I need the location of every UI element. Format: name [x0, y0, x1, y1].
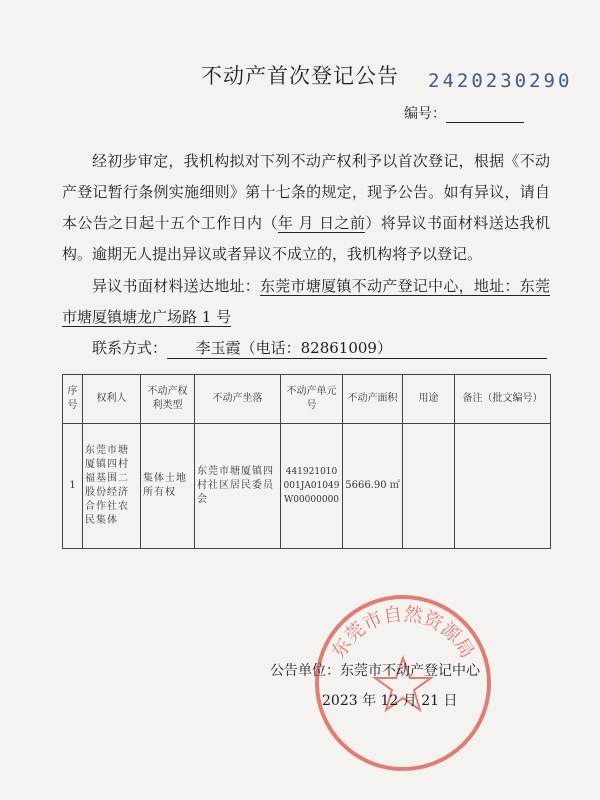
cell-holder: 东莞市塘厦镇四村福基围二股份经济合作社农民集体	[83, 424, 141, 549]
header-remark: 备注（批文编号）	[455, 375, 551, 424]
page-title: 不动产首次登记公告	[201, 64, 399, 88]
cell-unit-no: 441921010001JA01049W00000000	[281, 424, 343, 549]
issue-date: 2023 年 12 月 21 日	[322, 693, 458, 709]
header-use: 用途	[403, 375, 455, 424]
notice-paragraph	[62, 146, 550, 270]
seal-text: 东莞市自然资源局	[327, 603, 479, 663]
cell-use	[403, 424, 455, 549]
table-row	[63, 424, 551, 549]
header-location: 不动产坐落	[195, 375, 281, 424]
contact-name-phone: 李玉霞（电话：82861009）	[195, 339, 392, 357]
serial-number-field	[404, 103, 524, 123]
cell-area: 5666.90 ㎡	[343, 424, 403, 549]
header-unit-no: 不动产单元号	[281, 375, 343, 424]
property-table	[62, 374, 551, 549]
notice-text-b: ）将异议书面材料送达我机构。逾期无人提出异议或者异议不成立的，我机构将予以登记。	[62, 214, 550, 263]
header-right-type: 不动产权利类型	[141, 375, 195, 424]
serial-blank-line	[446, 108, 524, 123]
objection-address	[62, 271, 550, 333]
cell-seq: 1	[63, 424, 83, 549]
header-seq: 序号	[63, 375, 83, 424]
objection-deadline: 年 月 日之前	[277, 214, 366, 232]
serial-label: 编号：	[404, 106, 446, 122]
unit-value: 东莞市不动产登记中心	[340, 663, 480, 679]
header-area: 不动产面积	[343, 375, 403, 424]
issuing-unit	[270, 660, 480, 680]
table-header-row	[63, 375, 551, 424]
unit-label: 公告单位：	[270, 663, 340, 679]
document-number: 2420230290	[428, 70, 573, 92]
address-label: 异议书面材料送达地址：	[92, 277, 261, 295]
header-holder: 权利人	[83, 375, 141, 424]
contact-line	[92, 337, 547, 359]
contact-value	[167, 337, 547, 359]
official-seal	[308, 588, 498, 778]
cell-location: 东莞市塘厦镇四村社区居民委员会	[195, 424, 281, 549]
address-value: 东莞市塘厦镇不动产登记中心，地址：东莞市塘厦镇塘龙广场路 1 号	[62, 277, 550, 326]
cell-remark	[455, 424, 551, 549]
notice-text-a: 经初步审定，我机构拟对下列不动产权利予以首次登记，根据《不动产登记暂行条例实施细则》第十七条的规定，现予公告。如有异议，请自本公告之日起十五个工作日内（	[62, 152, 550, 232]
contact-label: 联系方式：	[92, 339, 168, 357]
cell-right-type: 集体土地所有权	[141, 424, 195, 549]
